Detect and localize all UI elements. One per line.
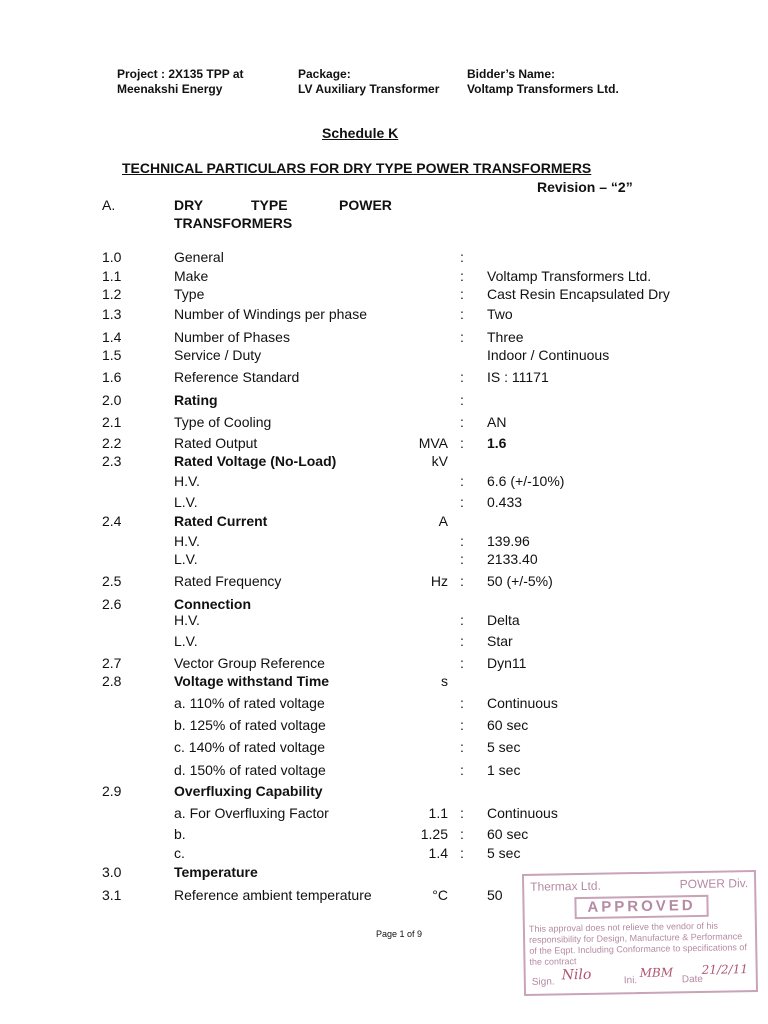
stamp-ini-label: Ini. bbox=[623, 975, 638, 987]
row-colon: : bbox=[460, 633, 464, 649]
table-row bbox=[0, 306, 768, 326]
row-value: 1.6 bbox=[487, 435, 507, 451]
project-label: Project : 2X135 TPP at bbox=[117, 67, 244, 81]
row-colon: : bbox=[460, 573, 464, 589]
approval-stamp bbox=[522, 870, 758, 996]
table-row bbox=[0, 473, 768, 493]
stamp-status: APPROVED bbox=[574, 895, 708, 919]
table-row bbox=[0, 826, 768, 846]
row-label: L.V. bbox=[174, 551, 198, 567]
row-number: 1.5 bbox=[102, 347, 122, 363]
section-letter: A. bbox=[102, 197, 116, 213]
row-number: 3.0 bbox=[102, 864, 122, 880]
bidder-value: Voltamp Transformers Ltd. bbox=[467, 82, 619, 96]
row-colon: : bbox=[460, 249, 464, 265]
table-row bbox=[0, 655, 768, 675]
page-number: Page 1 of 9 bbox=[376, 929, 423, 939]
row-value: 60 sec bbox=[487, 717, 529, 733]
table-row bbox=[0, 286, 768, 306]
row-colon: : bbox=[460, 533, 464, 549]
table-row bbox=[0, 249, 768, 269]
table-row bbox=[0, 414, 768, 434]
row-colon: : bbox=[460, 717, 464, 733]
project-name: Meenakshi Energy bbox=[117, 82, 223, 96]
section-word-3: POWER bbox=[339, 197, 392, 213]
row-colon: : bbox=[460, 695, 464, 711]
row-value: IS : 11171 bbox=[487, 369, 549, 385]
row-colon: : bbox=[460, 762, 464, 778]
row-colon: : bbox=[460, 392, 464, 408]
row-label: c. bbox=[174, 845, 185, 861]
row-label: b. 125% of rated voltage bbox=[174, 717, 326, 733]
table-row bbox=[0, 739, 768, 759]
table-row bbox=[0, 633, 768, 653]
row-label: c. 140% of rated voltage bbox=[174, 739, 325, 755]
row-colon: : bbox=[460, 494, 464, 510]
row-number: 1.3 bbox=[102, 306, 122, 322]
row-label: Rated Current bbox=[174, 513, 268, 529]
row-value: Star bbox=[487, 633, 513, 649]
row-label: Rated Frequency bbox=[174, 573, 282, 589]
row-value: Voltamp Transformers Ltd. bbox=[487, 268, 652, 284]
row-label: Rating bbox=[174, 392, 218, 408]
row-number: 1.2 bbox=[102, 286, 122, 302]
table-row bbox=[0, 268, 768, 288]
row-label: L.V. bbox=[174, 494, 198, 510]
row-value: AN bbox=[487, 414, 507, 430]
table-row bbox=[0, 783, 768, 803]
table-row bbox=[0, 494, 768, 514]
row-value: 0.433 bbox=[487, 494, 523, 510]
row-label: Overfluxing Capability bbox=[174, 783, 323, 799]
row-label: Reference ambient temperature bbox=[174, 887, 372, 903]
section-line-2: TRANSFORMERS bbox=[174, 215, 293, 231]
row-number: 2.2 bbox=[102, 435, 122, 451]
row-label: H.V. bbox=[174, 533, 200, 549]
stamp-company: Thermax Ltd. bbox=[530, 878, 601, 894]
row-unit: °C bbox=[432, 887, 448, 903]
table-row bbox=[0, 551, 768, 571]
row-label: Type of Cooling bbox=[174, 414, 272, 430]
row-label: Temperature bbox=[174, 864, 258, 880]
row-label: Service / Duty bbox=[174, 347, 262, 363]
table-row bbox=[0, 717, 768, 737]
stamp-sign-label: Sign. bbox=[531, 976, 555, 988]
row-value: Delta bbox=[487, 612, 520, 628]
stamp-date-label: Date bbox=[681, 973, 704, 986]
row-number: 2.3 bbox=[102, 453, 122, 469]
row-label: General bbox=[174, 249, 224, 265]
row-colon: : bbox=[460, 268, 464, 284]
row-colon: : bbox=[460, 805, 464, 821]
table-row bbox=[0, 762, 768, 782]
row-colon: : bbox=[460, 655, 464, 671]
row-number: 2.1 bbox=[102, 414, 122, 430]
row-label: Voltage withstand Time bbox=[174, 673, 330, 689]
row-label: Rated Output bbox=[174, 435, 258, 451]
row-value: 5 sec bbox=[487, 845, 521, 861]
row-value: 6.6 (+/-10%) bbox=[487, 473, 565, 489]
row-label: Vector Group Reference bbox=[174, 655, 325, 671]
row-number: 2.9 bbox=[102, 783, 122, 799]
table-row bbox=[0, 392, 768, 412]
package-label: Package: bbox=[298, 67, 351, 81]
row-value: Dyn11 bbox=[487, 655, 527, 671]
bidder-label: Bidder’s Name: bbox=[467, 67, 556, 81]
row-label: Rated Voltage (No-Load) bbox=[174, 453, 337, 469]
row-colon: : bbox=[460, 306, 464, 322]
row-value: 60 sec bbox=[487, 826, 529, 842]
row-unit: Hz bbox=[430, 573, 448, 589]
row-unit: 1.4 bbox=[428, 845, 448, 861]
stamp-note: This approval does not relieve the vendor of his responsibility for Design, Manufacture & Performance of the Eqpt. Including Conformance to specifications of the contract bbox=[528, 920, 747, 967]
table-row bbox=[0, 805, 768, 825]
row-label: a. 110% of rated voltage bbox=[174, 695, 325, 711]
row-number: 2.7 bbox=[102, 655, 122, 671]
row-number: 2.6 bbox=[102, 596, 122, 612]
row-value: Three bbox=[487, 329, 524, 345]
row-unit: s bbox=[441, 673, 448, 689]
row-number: 2.4 bbox=[102, 513, 122, 529]
table-row bbox=[0, 513, 768, 533]
package-value: LV Auxiliary Transformer bbox=[298, 82, 440, 96]
row-label: Type bbox=[174, 286, 205, 302]
table-row bbox=[0, 612, 768, 632]
table-row bbox=[0, 347, 768, 367]
row-unit: A bbox=[438, 513, 448, 529]
row-colon: : bbox=[460, 329, 464, 345]
row-value: Continuous bbox=[487, 805, 558, 821]
row-label: Connection bbox=[174, 596, 251, 612]
row-unit: 1.25 bbox=[420, 826, 448, 842]
row-label: L.V. bbox=[174, 633, 198, 649]
row-unit: kV bbox=[431, 453, 448, 469]
row-number: 2.0 bbox=[102, 392, 122, 408]
row-label: b. bbox=[174, 826, 186, 842]
row-value: Continuous bbox=[487, 695, 558, 711]
row-colon: : bbox=[460, 845, 464, 861]
row-number: 1.1 bbox=[102, 268, 122, 284]
row-colon: : bbox=[460, 551, 464, 567]
row-label: Reference Standard bbox=[174, 369, 300, 385]
schedule-title: Schedule K bbox=[322, 125, 399, 141]
document-title: TECHNICAL PARTICULARS FOR DRY TYPE POWER TRANSFORMERS bbox=[122, 160, 592, 176]
row-value: 5 sec bbox=[487, 739, 521, 755]
row-colon: : bbox=[460, 369, 464, 385]
table-row bbox=[0, 369, 768, 389]
row-label: Number of Windings per phase bbox=[174, 306, 367, 322]
row-unit: MVA bbox=[418, 435, 448, 451]
row-colon: : bbox=[460, 739, 464, 755]
stamp-signature: Nilo bbox=[561, 966, 592, 984]
stamp-division: POWER Div. bbox=[679, 876, 749, 892]
stamp-initials: MBM bbox=[639, 965, 674, 981]
row-number: 1.0 bbox=[102, 249, 122, 265]
revision-label: Revision – “2” bbox=[537, 179, 633, 195]
row-label: Number of Phases bbox=[174, 329, 290, 345]
table-row bbox=[0, 533, 768, 553]
row-number: 2.8 bbox=[102, 673, 122, 689]
row-value: 2133.40 bbox=[487, 551, 538, 567]
row-number: 3.1 bbox=[102, 887, 122, 903]
row-number: 1.6 bbox=[102, 369, 122, 385]
row-label: d. 150% of rated voltage bbox=[174, 762, 326, 778]
row-colon: : bbox=[460, 414, 464, 430]
table-row bbox=[0, 435, 768, 455]
table-row bbox=[0, 573, 768, 593]
row-label: H.V. bbox=[174, 473, 200, 489]
row-value: 139.96 bbox=[487, 533, 530, 549]
row-label: a. For Overfluxing Factor bbox=[174, 805, 329, 821]
row-value: Indoor / Continuous bbox=[487, 347, 610, 363]
row-value: 1 sec bbox=[487, 762, 521, 778]
row-label: H.V. bbox=[174, 612, 200, 628]
row-value: 50 bbox=[487, 887, 503, 903]
row-number: 2.5 bbox=[102, 573, 122, 589]
section-word-1: DRY bbox=[174, 197, 204, 213]
table-row bbox=[0, 845, 768, 865]
row-colon: : bbox=[460, 435, 464, 451]
table-row bbox=[0, 695, 768, 715]
stamp-date: 21/2/11 bbox=[701, 962, 749, 977]
row-unit: 1.1 bbox=[428, 805, 448, 821]
row-colon: : bbox=[460, 826, 464, 842]
row-value: Cast Resin Encapsulated Dry bbox=[487, 286, 670, 302]
section-word-2: TYPE bbox=[251, 197, 288, 213]
table-row bbox=[0, 329, 768, 349]
row-value: 50 (+/-5%) bbox=[487, 573, 553, 589]
row-label: Make bbox=[174, 268, 209, 284]
row-colon: : bbox=[460, 473, 464, 489]
table-row bbox=[0, 453, 768, 473]
row-colon: : bbox=[460, 612, 464, 628]
row-value: Two bbox=[487, 306, 513, 322]
row-number: 1.4 bbox=[102, 329, 122, 345]
table-row bbox=[0, 673, 768, 693]
row-colon: : bbox=[460, 286, 464, 302]
